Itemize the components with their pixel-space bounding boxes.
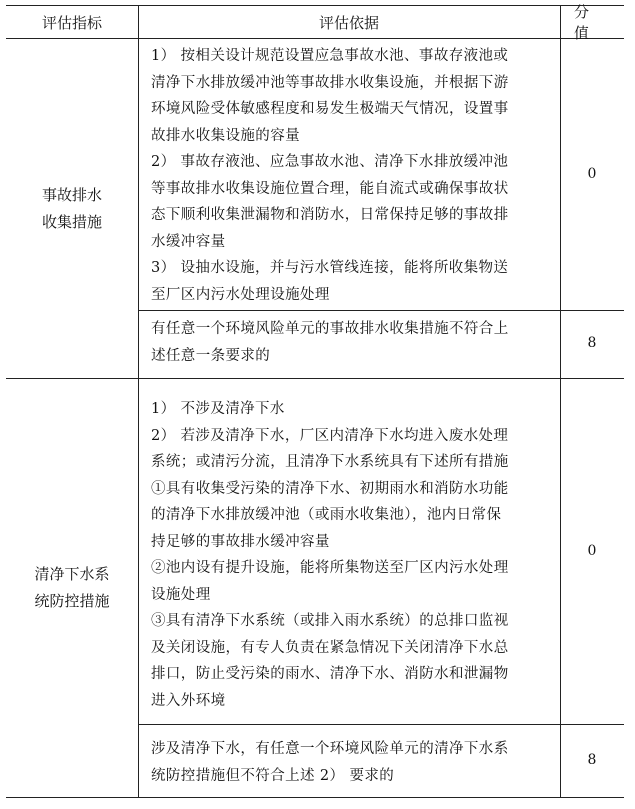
basis-line: 系统；或清污分流，且清净下水系统具有下述所有措施 [151,454,509,470]
assessment-table [6,5,624,798]
header-indicator: 评估指标 [6,6,138,39]
category-line: 事故排水 [41,185,102,204]
basis-line: 进入外环境 [151,692,226,709]
basis-line: 设施处理 [151,586,211,603]
basis-line: 1） 按相关设计规范设置应急事故水池、事故存液池或 [151,48,509,64]
basis-line: 清净下水排放缓冲池等事故排水收集设施，并根据下游 [151,74,509,91]
row-divider [138,310,624,311]
category-drainage-collection [6,39,138,378]
basis-line: 及关闭设施，有专人负责在紧急情况下关闭清净下水总 [151,639,509,656]
basis-line: 至厂区内污水处理设施处理 [151,286,330,303]
score-value: 0 [587,166,597,182]
basis-line: 2） 事故存液池、应急事故水池、清净下水排放缓冲池 [151,154,509,170]
basis-line: ③具有清净下水系统（或排入雨水系统）的总排口监视 [151,613,509,629]
basis-line: 2） 若涉及清净下水，厂区内清净下水均进入废水处理 [151,427,509,444]
basis-line: 持足够的事故排水缓冲容量 [151,533,330,550]
category-line: 收集措施 [41,212,102,231]
basis-cell [138,736,560,789]
category-line: 统防控措施 [34,592,110,610]
basis-line: 的清净下水排放缓冲池（或雨水收集池），池内日常保 [151,507,502,523]
column-divider [560,6,561,797]
basis-line: 水缓冲容量 [151,233,226,250]
basis-line: 故排水收集设施的容量 [151,127,300,144]
basis-line: 等事故排水收集设施位置合理，能自流式或确保事故状 [151,180,509,197]
basis-line: 态下顺利收集泄漏物和消防水，日常保持足够的事故排 [151,207,509,223]
basis-line: 涉及清净下水，有任意一个环境风险单元的清净下水系 [151,741,509,757]
row-divider [138,724,624,725]
basis-cell [138,316,560,369]
score-value: 8 [587,752,597,768]
basis-line: 有任意一个环境风险单元的事故排水收集措施不符合上 [151,321,509,337]
basis-line: 述任意一条要求的 [151,347,271,364]
basis-line: 排口，防止受污染的雨水、清净下水、消防水和泄漏物 [151,666,509,682]
score-value: 8 [587,335,597,351]
basis-cell [138,396,560,714]
header-basis: 评估依据 [138,6,560,39]
header-score: 分 值 [560,6,624,39]
basis-line: ①具有收集受污染的清净下水、初期雨水和消防水功能 [151,480,509,497]
basis-line: 环境风险受体敏感程度和易发生极端天气情况，设置事 [151,101,509,117]
basis-cell [138,43,560,308]
basis-line: 1） 不涉及清净下水 [151,401,285,417]
basis-line: 统防控措施但不符合上述 2） 要求的 [151,767,395,784]
category-line: 清净下水系 [34,565,110,583]
basis-line: ②池内设有提升设施，能将所集物送至厂区内污水处理 [151,560,509,576]
score-value: 0 [587,543,597,559]
basis-line: 3） 设抽水设施，并与污水管线连接，能将所收集物送 [151,260,509,276]
category-clean-water-control [6,379,138,797]
